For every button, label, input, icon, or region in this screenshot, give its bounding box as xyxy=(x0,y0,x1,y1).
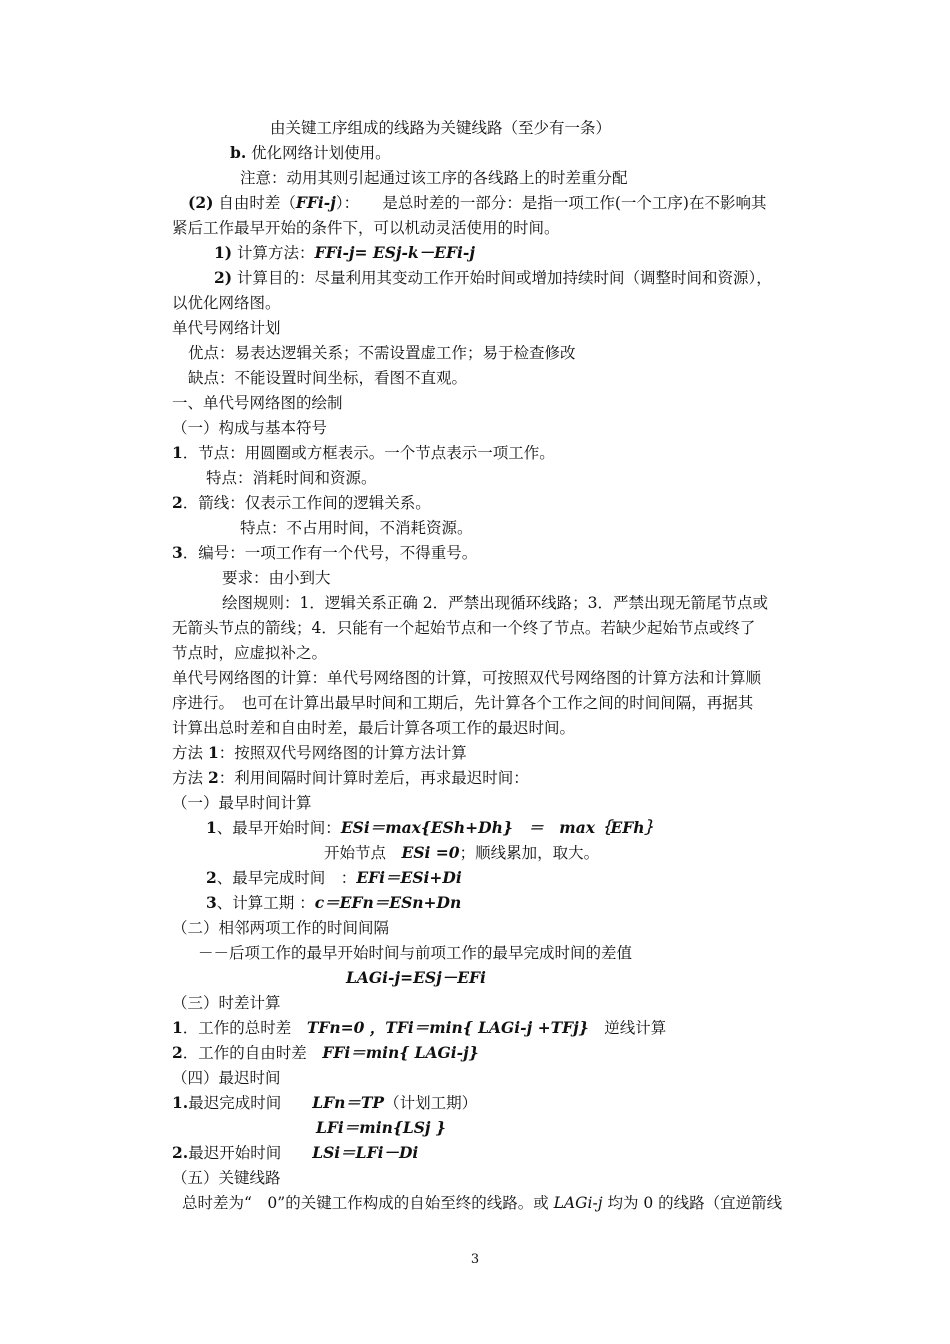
formula: c＝EFn＝ESn+Dn xyxy=(314,893,462,912)
text-line: 优点：易表达逻辑关系；不需设置虚工作；易于检查修改 xyxy=(188,344,576,362)
formula: FFi-j xyxy=(295,193,336,212)
text-line xyxy=(172,1093,812,1113)
text-line: 节点时，应虚拟补之。 xyxy=(172,644,328,662)
text-line xyxy=(206,893,846,913)
section-heading: （四）最迟时间 xyxy=(172,1069,281,1087)
list-marker: 2 xyxy=(206,868,217,887)
text-line: 特点：不占用时间，不消耗资源。 xyxy=(240,519,473,537)
text-span: 优化网络计划使用。 xyxy=(246,144,391,162)
text-span: 最迟完成时间 xyxy=(188,1094,313,1112)
text-line xyxy=(172,1018,812,1038)
list-marker: 3 xyxy=(206,893,217,912)
list-marker: 3 xyxy=(172,543,183,562)
text-line: 序进行。 也可在计算出最早时间和工期后，先计算各个工作之间的时间间隔，再据其 xyxy=(172,694,754,712)
page-number: 3 xyxy=(470,1252,480,1267)
section-heading: （一）最早时间计算 xyxy=(172,794,312,812)
list-marker: 1 xyxy=(206,818,217,837)
formula: LFn＝TP xyxy=(312,1093,385,1112)
list-marker: 2 xyxy=(207,768,219,787)
formula: LSi＝LFi－Di xyxy=(312,1143,419,1162)
list-marker: 1) xyxy=(214,243,233,262)
text-line: 要求：由小到大 xyxy=(222,569,331,587)
text-span: 自由时差（ xyxy=(213,194,296,212)
text-span: 逆线计算 xyxy=(588,1019,667,1037)
list-marker: 1. xyxy=(172,1093,189,1112)
text-line xyxy=(172,1143,812,1163)
text-span: ：按照双代号网络图的计算方法计算 xyxy=(218,744,467,762)
formula: LAGi-j xyxy=(553,1194,603,1212)
formula: FFi-j= ESj-k－EFi-j xyxy=(314,243,475,262)
list-marker: (2) xyxy=(188,193,214,212)
text-line xyxy=(324,843,950,863)
text-line xyxy=(172,543,812,563)
text-line xyxy=(188,193,828,213)
text-span: ．箭线：仅表示工作间的逻辑关系。 xyxy=(182,494,431,512)
text-line xyxy=(214,268,854,288)
text-line: 单代号网络图的计算：单代号网络图的计算，可按照双代号网络图的计算方法和计算顺 xyxy=(172,669,762,687)
text-line xyxy=(172,493,812,513)
section-heading: （三）时差计算 xyxy=(172,994,281,1012)
text-line xyxy=(206,818,846,838)
list-marker: b. xyxy=(230,143,247,162)
text-span: ；顺线累加，取大。 xyxy=(459,844,600,862)
text-span: 、计算工期 ： xyxy=(216,894,315,912)
text-span: 最迟开始时间 xyxy=(188,1144,313,1162)
list-marker: 2 xyxy=(172,493,183,512)
text-span: 计算方法： xyxy=(232,244,315,262)
formula: EFi＝ESi+Di xyxy=(356,868,462,887)
formula: FFi＝min{ LAGi-j} xyxy=(322,1043,479,1062)
text-line: 由关键工序组成的线路为关键线路（至少有一条） xyxy=(270,119,612,137)
text-span: ：利用间隔时间计算时差后，再求最迟时间： xyxy=(218,769,529,787)
text-line xyxy=(172,743,812,763)
list-marker: 2 xyxy=(172,1043,183,1062)
text-line xyxy=(230,143,870,163)
list-marker: 1 xyxy=(172,443,183,462)
text-line: 特点：消耗时间和资源。 xyxy=(206,469,377,487)
text-span: ．工作的总时差 xyxy=(182,1019,307,1037)
text-line: 绘图规则：1．逻辑关系正确 2．严禁出现循环线路；3．严禁出现无箭尾节点或 xyxy=(222,594,769,612)
text-span: （计划工期） xyxy=(384,1094,478,1112)
text-span: 、最早开始时间： xyxy=(216,819,341,837)
text-span: 总时差为“ 0”的关键工作构成的自始至终的线路。或 xyxy=(182,1194,554,1212)
text-span: ．节点：用圆圈或方框表示。一个节点表示一项工作。 xyxy=(182,444,555,462)
text-line: 紧后工作最早开始的条件下，可以机动灵活使用的时间。 xyxy=(172,219,560,237)
list-marker: 2) xyxy=(214,268,233,287)
text-line xyxy=(214,243,854,263)
text-span: 开始节点 xyxy=(324,844,402,862)
text-line: －－后项工作的最早开始时间与前项工作的最早完成时间的差值 xyxy=(198,944,633,962)
section-heading: （一）构成与基本符号 xyxy=(172,419,328,437)
text-line xyxy=(172,443,812,463)
list-marker: 2. xyxy=(172,1143,189,1162)
text-span: ．编号：一项工作有一个代号，不得重号。 xyxy=(182,544,478,562)
formula: ESi＝max{ESh+Dh} ＝ max｛EFh｝ xyxy=(340,818,661,837)
text-span: 方法 xyxy=(172,769,208,787)
text-span: ）： 是总时差的一部分：是指一项工作(一个工序)在不影响其 xyxy=(335,194,767,212)
text-span: ．工作的自由时差 xyxy=(182,1044,323,1062)
list-marker: 1 xyxy=(172,1018,183,1037)
text-line: 缺点：不能设置时间坐标，看图不直观。 xyxy=(188,369,468,387)
text-span: 均为 0 的线路（宜逆箭线 xyxy=(602,1194,783,1212)
text-line: 以优化网络图。 xyxy=(172,294,281,312)
text-line xyxy=(182,1193,822,1213)
section-heading: （五）关键线路 xyxy=(172,1169,281,1187)
text-line xyxy=(172,1043,812,1063)
section-heading: 一、单代号网络图的绘制 xyxy=(172,394,343,412)
text-line: 计算出总时差和自由时差，最后计算各项工作的最迟时间。 xyxy=(172,719,576,737)
section-heading: 单代号网络计划 xyxy=(172,319,281,337)
formula: TFn=0 ，TFi＝min{ LAGi-j +TFj} xyxy=(306,1018,589,1037)
text-line: 注意：动用其则引起通过该工序的各线路上的时差重分配 xyxy=(240,169,628,187)
formula: ESi =0 xyxy=(401,843,460,862)
text-span: 方法 xyxy=(172,744,208,762)
text-span: 、最早完成时间 ： xyxy=(216,869,357,887)
text-line xyxy=(206,868,846,888)
text-span: 计算目的：尽量利用其变动工作开始时间或增加持续时间（调整时间和资源）， xyxy=(232,269,772,287)
formula: LFi＝min{LSj } xyxy=(316,1118,446,1137)
section-heading: （二）相邻两项工作的时间间隔 xyxy=(172,919,390,937)
formula: LAGi-j=ESj－EFi xyxy=(346,968,486,987)
text-line: 无箭头节点的箭线；4．只能有一个起始节点和一个终了节点。若缺少起始节点或终了 xyxy=(172,619,756,637)
list-marker: 1 xyxy=(207,743,219,762)
text-line xyxy=(172,768,812,788)
